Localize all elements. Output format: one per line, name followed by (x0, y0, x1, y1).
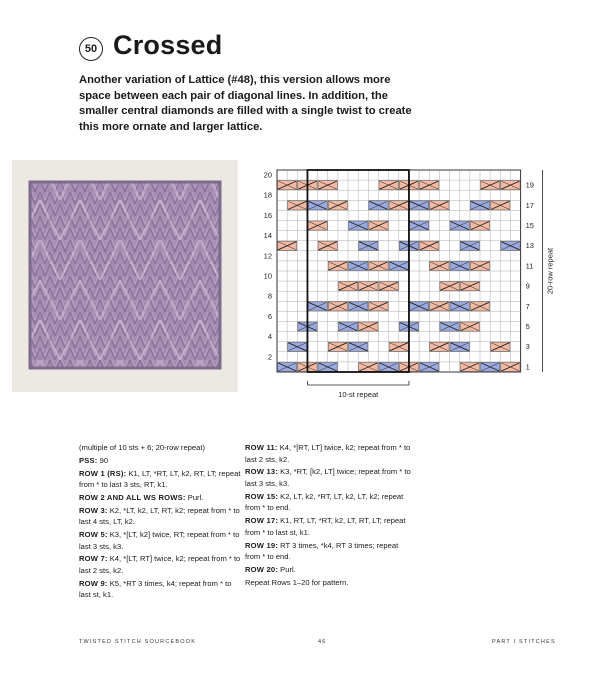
intro-paragraph: Another variation of Lattice (#48), this version allows more space between each pair of diagonal lines. In addition, the smaller central diamonds are filled with a single twist to create this more ornate and larger lattice. (79, 74, 412, 133)
odd-row-number: 9 (525, 281, 530, 291)
row-text: K4, *[LT, RT] twice, k2; repeat from * to last 2 sts, k2. (79, 554, 241, 576)
row-text: 90 (97, 455, 109, 465)
row-text: K4, *[RT, LT] twice, k2; repeat from * to last 2 sts, k2. (245, 443, 411, 464)
instruction-line (79, 553, 244, 576)
odd-row-number: 5 (525, 322, 530, 331)
instruction-line (245, 491, 415, 514)
instruction-line (79, 455, 244, 467)
instructions-right-column (245, 442, 415, 589)
odd-row-number: 1 (525, 362, 530, 372)
row-text: RT 3 times, *k4, RT 3 times; repeat from * to end. (245, 540, 399, 562)
instruction-line (79, 505, 244, 528)
row-label: ROW 2 AND ALL WS ROWS: (79, 492, 186, 502)
even-row-number: 8 (267, 291, 272, 301)
page-title: Crossed (113, 30, 223, 60)
row-label: ROW 20: (245, 564, 279, 574)
instruction-line (245, 564, 415, 576)
row-text: K2, LT, k2, *RT, LT, k2, LT, k2; repeat from * to end. (245, 491, 404, 513)
row-label: ROW 7: (79, 554, 108, 564)
row-text: K1, LT, *RT, LT, k2, RT, LT; repeat from * to last 3 sts, RT, k1. (79, 468, 241, 490)
instruction-line (245, 577, 415, 589)
odd-row-number: 7 (525, 301, 530, 311)
even-row-number: 6 (267, 311, 272, 321)
odd-row-number: 13 (525, 241, 534, 251)
even-row-number: 18 (263, 190, 272, 200)
odd-row-number: 19 (525, 180, 534, 190)
instruction-line (245, 540, 415, 563)
instruction-line (245, 466, 415, 489)
instruction-line (79, 529, 244, 552)
instruction-line (79, 468, 244, 491)
even-row-number: 12 (263, 251, 272, 261)
odd-row-number: 3 (525, 342, 530, 352)
instruction-line (245, 515, 415, 538)
odd-row-number: 15 (525, 221, 534, 230)
even-row-number: 4 (267, 332, 272, 342)
footer-section: PART I STITCHES (492, 639, 556, 645)
row-label: PSS: (79, 455, 98, 465)
instruction-line (79, 442, 244, 454)
row-repeat-label: 20-row repeat (545, 247, 555, 295)
stitch-chart (264, 170, 555, 399)
footer-page-number: 46 (318, 639, 327, 645)
instruction-line (245, 442, 415, 465)
footer-book-title: TWISTED STITCH SOURCEBOOK (79, 639, 197, 645)
row-label: ROW 17: (245, 516, 279, 526)
row-text: K3, *RT, [k2, LT] twice; repeat from * to last 3 sts, k3. (245, 467, 411, 488)
row-text: (multiple of 10 sts + 6; 20-row repeat) (79, 443, 205, 452)
row-label: ROW 15: (245, 491, 279, 501)
odd-row-number: 17 (525, 200, 534, 210)
row-label: ROW 19: (245, 540, 279, 550)
instruction-line (79, 492, 244, 504)
even-row-number: 10 (263, 271, 272, 281)
even-row-number: 2 (267, 352, 272, 362)
instructions-left-column (79, 442, 244, 602)
row-text: K1, RT, LT, *RT, k2, LT, RT, LT; repeat from * to last st, k1. (245, 516, 406, 537)
odd-row-number: 11 (525, 261, 534, 271)
row-label: ROW 13: (245, 467, 279, 477)
row-label: ROW 5: (79, 530, 108, 540)
instruction-line (79, 578, 244, 601)
stitch-number-badge: 50 (79, 37, 103, 61)
row-label: ROW 9: (79, 578, 108, 588)
row-text: Purl. (278, 564, 296, 574)
knitted-swatch (30, 182, 220, 368)
row-text: Repeat Rows 1–20 for pattern. (245, 577, 349, 587)
stitch-repeat-label: 10-st repeat (338, 390, 379, 399)
row-text: K5, *RT 3 times, k4; repeat from * to last st, k1. (79, 578, 232, 600)
row-text: K2, *LT, k2, LT, RT, k2; repeat from * to last 4 sts, LT, k2. (79, 505, 240, 527)
even-row-number: 16 (263, 210, 272, 220)
even-row-number: 14 (263, 231, 272, 241)
row-label: ROW 11: (245, 443, 278, 452)
row-label: ROW 1 (RS): (79, 468, 127, 478)
row-label: ROW 3: (79, 505, 108, 515)
even-row-number: 20 (263, 170, 272, 180)
row-text: K3, *[LT, k2] twice, RT; repeat from * to last 3 sts, k3. (79, 530, 240, 551)
row-text: Purl. (185, 492, 204, 502)
